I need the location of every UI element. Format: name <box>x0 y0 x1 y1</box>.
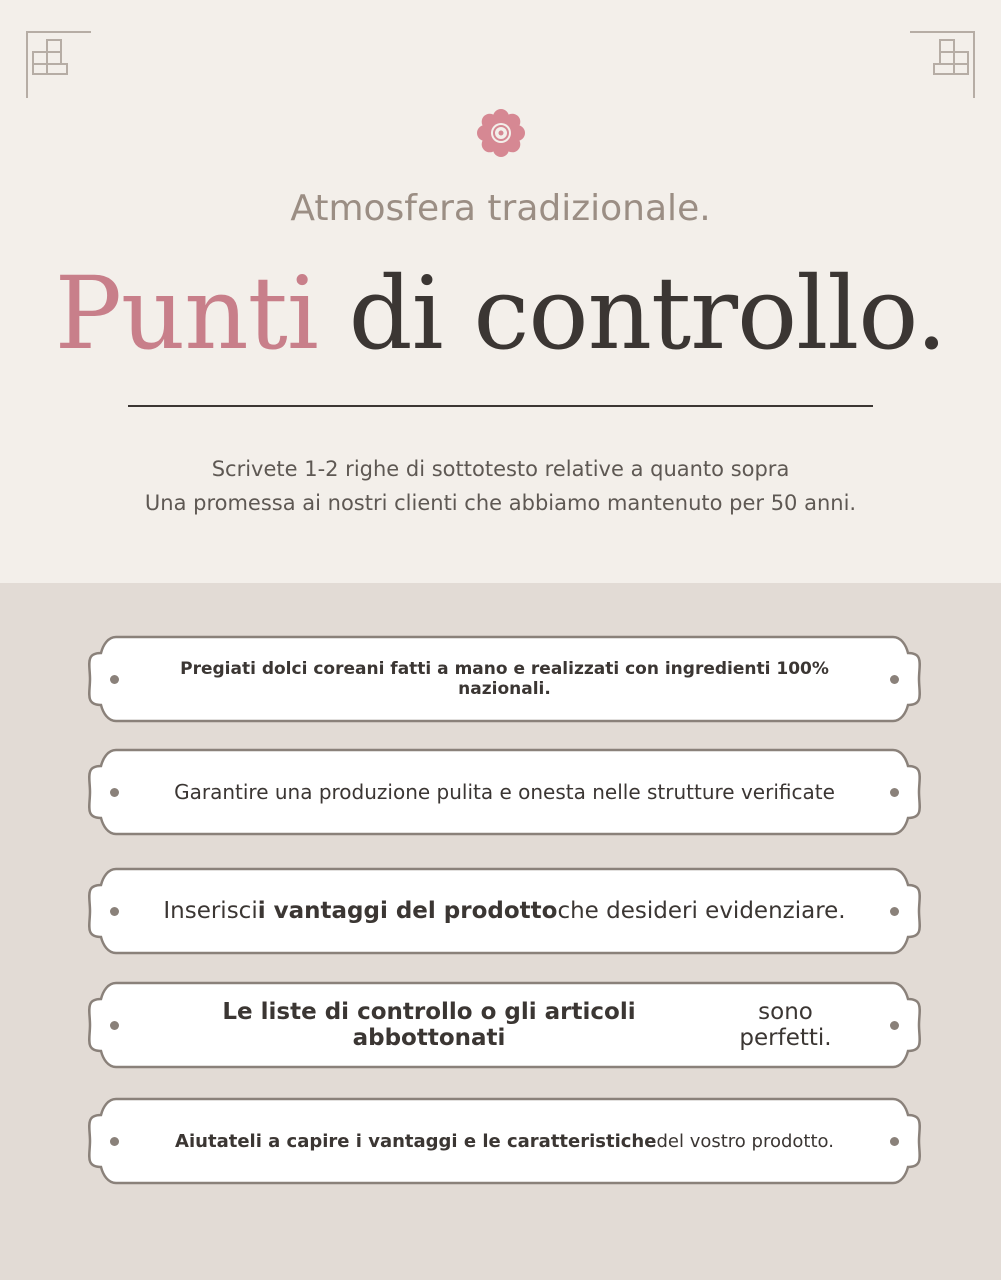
checklist-item-text: Aiutateli a capire i vantaggi e le caratteristiche del vostro prodotto. <box>175 1130 834 1152</box>
checklist-item <box>88 635 921 723</box>
checklist-item-text: Garantire una produzione pulita e onesta nelle strutture verificate <box>174 780 835 804</box>
bullet-dot-icon <box>110 675 119 684</box>
bullet-dot-icon <box>110 907 119 916</box>
checklist-item <box>88 1097 921 1185</box>
bullet-dot-icon <box>110 1137 119 1146</box>
checklist-item-text <box>148 635 861 723</box>
title-rest: di controllo. <box>317 255 947 372</box>
lattice-corner-icon <box>906 30 976 100</box>
checklist-item <box>88 867 921 955</box>
bullet-dot-icon <box>890 675 899 684</box>
title-accent: Punti <box>54 255 318 372</box>
bullet-dot-icon <box>110 788 119 797</box>
lattice-corner-icon <box>25 30 95 100</box>
bullet-dot-icon <box>110 1021 119 1030</box>
checklist-item-text: Le liste di controllo o gli articoli abbottonati sono perfetti. <box>222 999 832 1051</box>
subtitle <box>0 452 1001 520</box>
checklist-item-text: Inserisci i vantaggi del prodotto che desideri evidenziare. <box>163 898 846 924</box>
checklist-item <box>88 748 921 836</box>
checklist-item-bold: Pregiati dolci coreani fatti a mano e realizzati con ingredienti 100% nazionali. <box>180 659 829 699</box>
subtitle-line: Una promessa ai nostri clienti che abbiamo mantenuto per 50 anni. <box>144 491 857 515</box>
checklist-item <box>88 981 921 1069</box>
bullet-dot-icon <box>890 1137 899 1146</box>
bullet-dot-icon <box>890 907 899 916</box>
divider <box>128 405 873 407</box>
bullet-dot-icon <box>890 788 899 797</box>
eyebrow-text: Atmosfera tradizionale. <box>290 188 711 229</box>
bullet-dot-icon <box>890 1021 899 1030</box>
flower-icon <box>476 108 526 158</box>
page-title <box>0 255 1001 372</box>
subtitle-line: Scrivete 1-2 righe di sottotesto relative a quanto sopra <box>211 457 790 481</box>
